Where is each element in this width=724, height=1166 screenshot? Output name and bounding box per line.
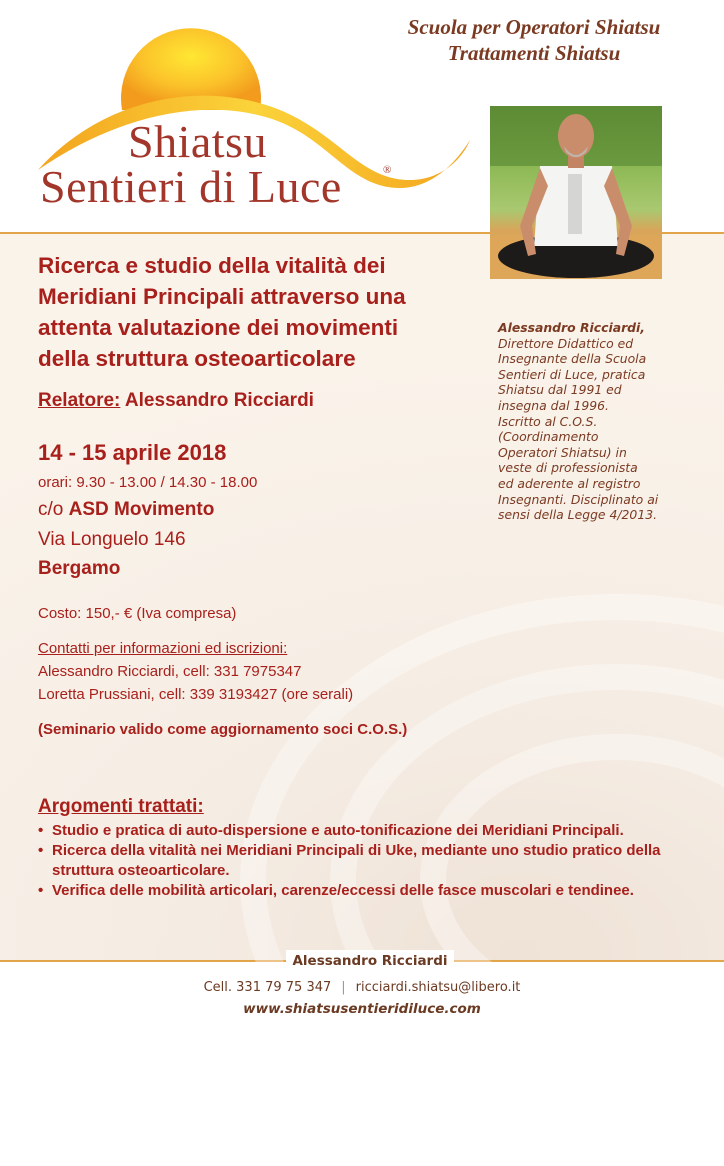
event-city: Bergamo (38, 558, 121, 579)
seminar-note: (Seminario valido come aggiornamento soci C.O.S.) (38, 721, 408, 738)
bio-line: Insegnante della Scuola (498, 351, 647, 367)
event-details (38, 250, 498, 738)
bio-line: Iscritto al C.O.S. (498, 413, 598, 429)
contact-line: Loretta Prussiani, cell: 339 3193427 (ore serali) (38, 686, 354, 703)
topic-item: • Studio e pratica di auto-dispersione e auto-tonificazione dei Meridiani Principali. (38, 822, 624, 839)
bio-line: Operatori Shiatsu) in (498, 444, 627, 460)
topics-list (38, 821, 718, 901)
bio-line: veste di professionista (498, 460, 638, 476)
topics-heading: Argomenti trattati: (38, 796, 204, 817)
footer-name: Alessandro Ricciardi (286, 950, 454, 972)
bio-line: Shiatsu dal 1991 ed (498, 382, 622, 398)
footer-phone: Cell. 331 79 75 347 (203, 980, 332, 995)
bio-name: Alessandro Ricciardi, (498, 320, 645, 335)
title-line: Meridiani Principali attraverso una (38, 284, 406, 309)
contact-line: Alessandro Ricciardi, cell: 331 7975347 (38, 663, 302, 680)
bio-line: (Coordinamento (498, 429, 599, 445)
event-title (38, 250, 498, 374)
event-hours: orari: 9.30 - 13.00 / 14.30 - 18.00 (38, 474, 258, 491)
school-line-2: Trattamenti Shiatsu (447, 41, 621, 65)
bullet-icon: • (38, 822, 44, 839)
bio-line: Sentieri di Luce, pratica (498, 366, 646, 382)
bio-line: insegna dal 1996. (498, 397, 609, 413)
event-street: Via Longuelo 146 (38, 529, 186, 550)
speaker-name: Alessandro Ricciardi (120, 390, 314, 411)
footer-email[interactable]: ricciardi.shiatsu@libero.it (355, 980, 521, 995)
speaker (38, 390, 498, 412)
person-photo-icon (490, 106, 662, 279)
bio-line: Insegnanti. Disciplinato ai (498, 491, 659, 507)
separator: | (341, 980, 346, 995)
school-line-1: Scuola per Operatori Shiatsu (407, 15, 661, 39)
registered-mark: ® (383, 164, 392, 176)
event-dates: 14 - 15 aprile 2018 (38, 440, 227, 465)
event-cost: Costo: 150,- € (Iva compresa) (38, 605, 237, 622)
instructor-bio (498, 320, 718, 523)
topic-item: • Verifica delle mobilità articolari, carenze/eccessi delle fasce muscolari e tendinee. (38, 882, 634, 899)
title-line: attenta valutazione dei movimenti (38, 315, 399, 340)
bio-line: ed aderente al registro (498, 475, 641, 491)
bullet-icon: • (38, 882, 44, 899)
logo-text-sentieri: Sentieri di Luce (40, 161, 342, 212)
footer-contact (0, 980, 724, 995)
contacts-heading: Contatti per informazioni ed iscrizioni: (38, 640, 288, 657)
title-line: della struttura osteoarticolare (38, 346, 356, 371)
venue-prefix: c/o (38, 499, 69, 520)
topics-section (38, 796, 718, 901)
footer-website[interactable]: www.shiatsusentieridiluce.com (243, 1001, 481, 1017)
speaker-label: Relatore: (38, 390, 121, 411)
bio-line: sensi della Legge 4/2013. (498, 507, 658, 523)
topic-item: • Ricerca della vitalità nei Meridiani Principali di Uke, mediante uno studio pratico della struttura osteoarticolare. (38, 842, 661, 879)
instructor-photo (490, 106, 662, 279)
venue-name: ASD Movimento (68, 499, 215, 520)
school-heading (354, 14, 714, 66)
bio-line: Direttore Didattico ed (498, 335, 634, 351)
title-line: Ricerca e studio della vitalità dei (38, 253, 386, 278)
event-venue (38, 499, 498, 521)
bullet-icon: • (38, 842, 44, 859)
logo-text-shiatsu: Shiatsu (128, 116, 267, 167)
